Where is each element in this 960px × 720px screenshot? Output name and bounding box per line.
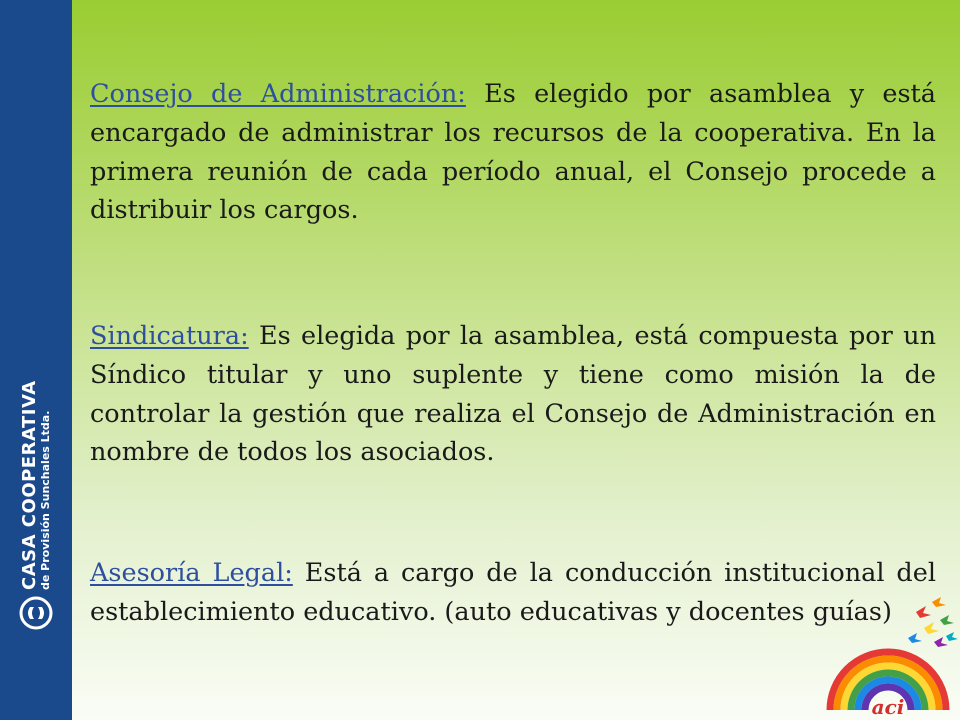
body-sindicatura: Es elegida por la asamblea, está compuesta por un Síndico titular y uno suplente y tiene como misión la de controlar la gestión que realiza el Consejo de Administración en nombre de todos los asociados. <box>90 321 936 468</box>
aci-rainbow-logo-icon <box>820 590 960 720</box>
body-consejo: Es elegido por asamblea y está encargado de administrar los recursos de la cooperativa. En la primera reunión de cada período anual, el Consejo procede a distribuir los cargos. <box>90 79 937 226</box>
dove-birds-icon <box>908 597 958 647</box>
aci-logo-text: aci <box>871 695 905 719</box>
cooperative-logo-icon <box>19 596 53 630</box>
brand-rotated <box>18 380 53 630</box>
heading-sindicatura: Sindicatura: <box>90 321 249 351</box>
brand-sidebar <box>0 0 72 720</box>
paragraph-asesoria <box>90 554 936 632</box>
paragraph-consejo <box>90 75 936 230</box>
brand-subtitle: de Provisión Sunchales Ltda. <box>38 410 52 590</box>
brand-block <box>0 380 72 660</box>
paragraph-sindicatura <box>90 317 936 472</box>
brand-text <box>18 380 52 590</box>
body-asesoria: Está a cargo de la conducción institucional del establecimiento educativo. (auto educativas y docentes guías) <box>90 558 937 627</box>
heading-asesoria: Asesoría Legal: <box>90 558 293 588</box>
brand-name: CASA COOPERATIVA <box>18 380 40 590</box>
heading-consejo: Consejo de Administración: <box>90 79 466 109</box>
